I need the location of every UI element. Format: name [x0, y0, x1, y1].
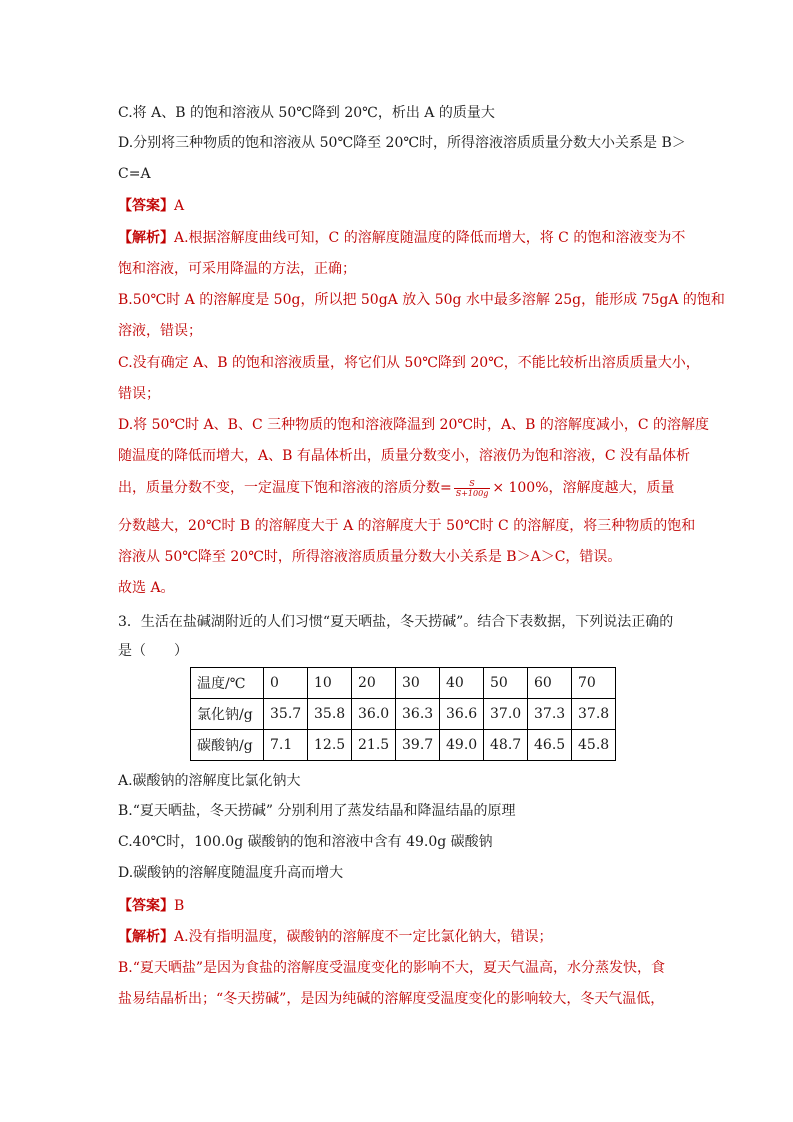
analysis-label: 【解析】	[118, 230, 174, 246]
answer-line	[118, 196, 184, 216]
table-row-nacl	[191, 699, 616, 730]
table-cell: 36.6	[440, 699, 484, 730]
table-header-cell: 40	[440, 668, 484, 699]
solubility-table	[190, 667, 616, 761]
table-cell: 36.3	[396, 699, 440, 730]
table-cell: 48.7	[484, 730, 528, 761]
table-cell: 21.5	[352, 730, 396, 761]
table-cell: 氯化钠/g	[191, 699, 264, 730]
table-cell: 45.8	[572, 730, 616, 761]
table-cell: 39.7	[396, 730, 440, 761]
analysis-a-text-cont: 饱和溶液，可采用降温的方法，正确；	[118, 261, 356, 277]
option-d-text: D.分别将三种物质的饱和溶液从 50℃降至 20℃时，所得溶液溶质质量分数大小关系是 B＞	[118, 135, 686, 151]
q3-answer-line	[118, 896, 184, 916]
q3-answer-label: 【答案】	[118, 898, 174, 914]
analysis-c-text: C.没有确定 A、B 的饱和溶液质量，将它们从 50℃降到 20℃，不能比较析出溶质质量大小，	[118, 355, 700, 371]
table-header-cell: 10	[308, 668, 352, 699]
table-header-cell: 30	[396, 668, 440, 699]
answer-label: 【答案】	[118, 198, 174, 214]
table-header-cell: 20	[352, 668, 396, 699]
mass-fraction-formula	[454, 479, 491, 498]
analysis-d-text: D.将 50℃时 A、B、C 三种物质的饱和溶液降温到 20℃时，A、B 的溶解度减小，C 的溶解度	[118, 417, 710, 433]
table-cell: 49.0	[440, 730, 484, 761]
q3-option-b: B.“夏天晒盐，冬天捞碱” 分别利用了蒸发结晶和降温结晶的原理	[118, 803, 516, 819]
table-header-row	[191, 668, 616, 699]
q3-option-d: D.碳酸钠的溶解度随温度升高而增大	[118, 865, 344, 881]
table-cell: 46.5	[528, 730, 572, 761]
table-header-cell: 70	[572, 668, 616, 699]
q3-analysis-label: 【解析】	[118, 929, 174, 945]
table-cell: 37.3	[528, 699, 572, 730]
table-cell: 37.0	[484, 699, 528, 730]
answer-value: A	[174, 198, 185, 214]
analysis-d-text-4: 分数越大，20℃时 B 的溶解度大于 A 的溶解度大于 50℃时 C 的溶解度，将三种物质的饱和	[118, 518, 696, 534]
q3-analysis-b: B.“夏天晒盐”是因为食盐的溶解度受温度变化的影响不大，夏天气温高，水分蒸发快，食	[118, 960, 666, 976]
q3-option-c: C.40℃时，100.0g 碳酸钠的饱和溶液中含有 49.0g 碳酸钠	[118, 834, 493, 850]
q3-analysis-a: A.没有指明温度，碳酸钠的溶解度不一定比氯化钠大，错误；	[174, 929, 553, 945]
table-header-cell: 0	[264, 668, 308, 699]
table-cell: 36.0	[352, 699, 396, 730]
table-cell: 35.7	[264, 699, 308, 730]
fraction-denominator: S+100g	[455, 488, 489, 498]
analysis-d-text-3-pre: 出，质量分数不变，一定温度下饱和溶液的溶质分数=	[118, 480, 452, 496]
q3-analysis-line	[118, 927, 553, 947]
table-cell: 12.5	[308, 730, 352, 761]
option-d-text-cont: C=A	[118, 166, 151, 182]
analysis-d-text-5: 溶液从 50℃降至 20℃时，所得溶液溶质质量分数大小关系是 B＞A＞C，错误。	[118, 549, 622, 565]
fraction-numerator: S	[454, 479, 491, 489]
analysis-line	[118, 228, 685, 248]
analysis-d-text-3-post: × 100%，溶解度越大，质量	[492, 480, 675, 496]
analysis-d-text-2: 随温度的降低而增大，A、B 有晶体析出，质量分数变小，溶液仍为饱和溶液，C 没有晶体析	[118, 448, 691, 464]
analysis-c-text-cont: 错误；	[118, 386, 160, 402]
table-header-cell: 温度/℃	[191, 668, 264, 699]
question-3-stem: 3．生活在盐碱湖附近的人们习惯“夏天晒盐，冬天捞碱”。结合下表数据，下列说法正确的	[118, 614, 674, 630]
analysis-d-text-3	[118, 478, 675, 498]
table-row-na2co3	[191, 730, 616, 761]
table-cell: 37.8	[572, 699, 616, 730]
q3-option-a: A.碳酸钠的溶解度比氯化钠大	[118, 773, 301, 789]
table-cell: 碳酸钠/g	[191, 730, 264, 761]
analysis-b-text-cont: 溶液，错误；	[118, 323, 202, 339]
analysis-a-text: A.根据溶解度曲线可知，C 的溶解度随温度的降低而增大，将 C 的饱和溶液变为不	[174, 230, 686, 246]
option-c-text: C.将 A、B 的饱和溶液从 50℃降到 20℃，析出 A 的质量大	[118, 105, 495, 121]
q3-analysis-b-cont: 盐易结晶析出；“冬天捞碱”，是因为纯碱的溶解度受温度变化的影响较大，冬天气温低，	[118, 991, 665, 1007]
table-cell: 35.8	[308, 699, 352, 730]
q3-answer-value: B	[174, 898, 185, 914]
table-cell: 7.1	[264, 730, 308, 761]
table-header-cell: 50	[484, 668, 528, 699]
conclusion-text: 故选 A。	[118, 580, 175, 596]
question-3-stem-cont: 是（ ）	[118, 643, 188, 659]
table-header-cell: 60	[528, 668, 572, 699]
analysis-b-text: B.50℃时 A 的溶解度是 50g，所以把 50gA 放入 50g 水中最多溶解 25g，能形成 75gA 的饱和	[118, 292, 725, 308]
